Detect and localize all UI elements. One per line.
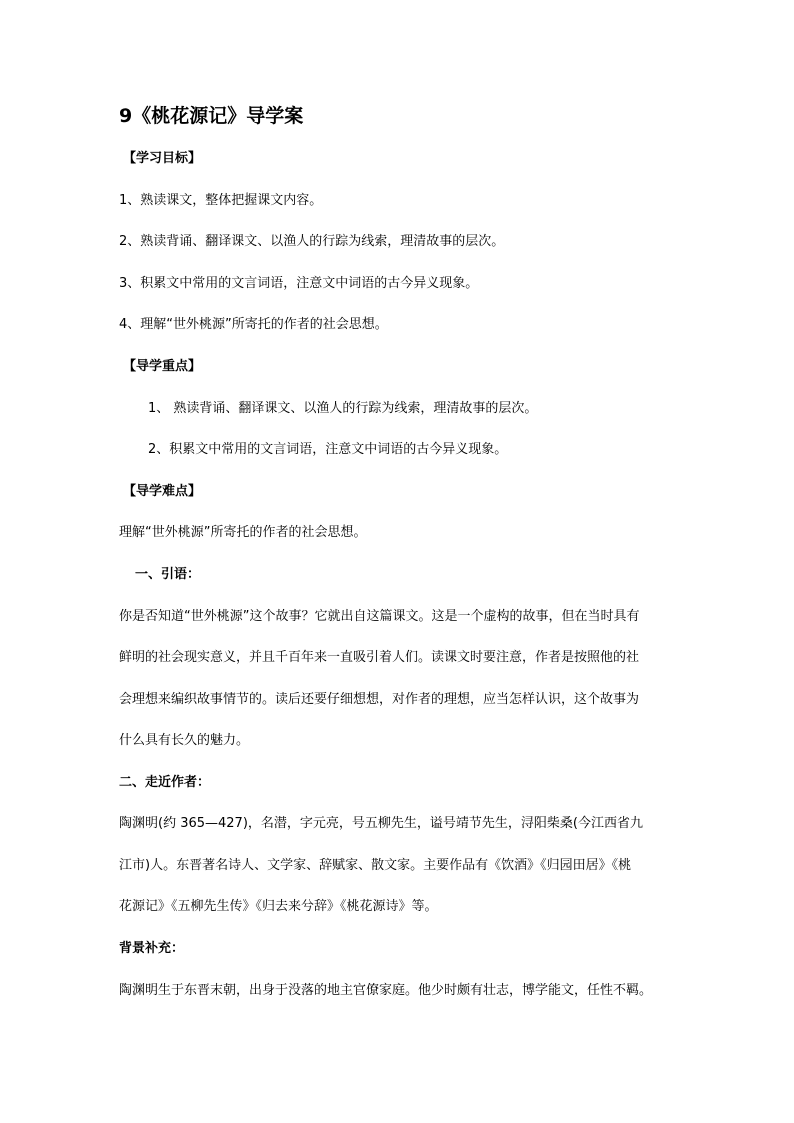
author-heading: 二、走近作者：	[119, 775, 211, 790]
page-title: 9《桃花源记》导学案	[119, 105, 304, 127]
difficult-points-heading: 【导学难点】	[123, 484, 202, 499]
intro-paragraph-line: 你是否知道“世外桃源”这个故事？它就出自这篇课文。这是一个虚构的故事，但在当时具有	[119, 609, 640, 624]
intro-paragraph-line: 什么具有长久的魅力。	[119, 733, 250, 748]
goal-item: 1、熟读课文，整体把握课文内容。	[119, 193, 323, 208]
author-paragraph-line: 陶渊明(约 365—427)，名潜，字元亮，号五柳先生，谥号靖节先生，浔阳柴桑(今江西省九	[119, 816, 643, 831]
intro-heading: 一、引语：	[135, 567, 201, 582]
key-point-item: 1、 熟读背诵、翻译课文、以渔人的行踪为线索，理清故事的层次。	[148, 401, 538, 416]
background-heading: 背景补充：	[119, 941, 185, 956]
author-paragraph-line: 江市)人。东晋著名诗人、文学家、辞赋家、散文家。主要作品有《饮酒》《归园田居》《桃	[119, 858, 632, 873]
goal-item: 3、积累文中常用的文言词语，注意文中词语的古今异义现象。	[119, 276, 479, 291]
goals-heading: 【学习目标】	[123, 151, 202, 166]
difficult-point-text: 理解“世外桃源”所寄托的作者的社会思想。	[119, 525, 367, 540]
background-paragraph-line: 陶渊明生于东晋末朝，出身于没落的地主官僚家庭。他少时颇有壮志，博学能文，任性不羁。	[119, 983, 653, 998]
goal-item: 2、熟读背诵、翻译课文、以渔人的行踪为线索，理清故事的层次。	[119, 234, 505, 249]
key-points-heading: 【导学重点】	[123, 359, 202, 374]
intro-paragraph-line: 鲜明的社会现实意义，并且千百年来一直吸引着人们。读课文时要注意，作者是按照他的社	[119, 650, 640, 665]
intro-paragraph-line: 会理想来编织故事情节的。读后还要仔细想想，对作者的理想，应当怎样认识，这个故事为	[119, 692, 640, 707]
author-paragraph-line: 花源记》《五柳先生传》《归去来兮辞》《桃花源诗》等。	[119, 899, 438, 914]
key-point-item: 2、积累文中常用的文言词语，注意文中词语的古今异义现象。	[148, 442, 508, 457]
goal-item: 4、理解“世外桃源”所寄托的作者的社会思想。	[119, 317, 388, 332]
